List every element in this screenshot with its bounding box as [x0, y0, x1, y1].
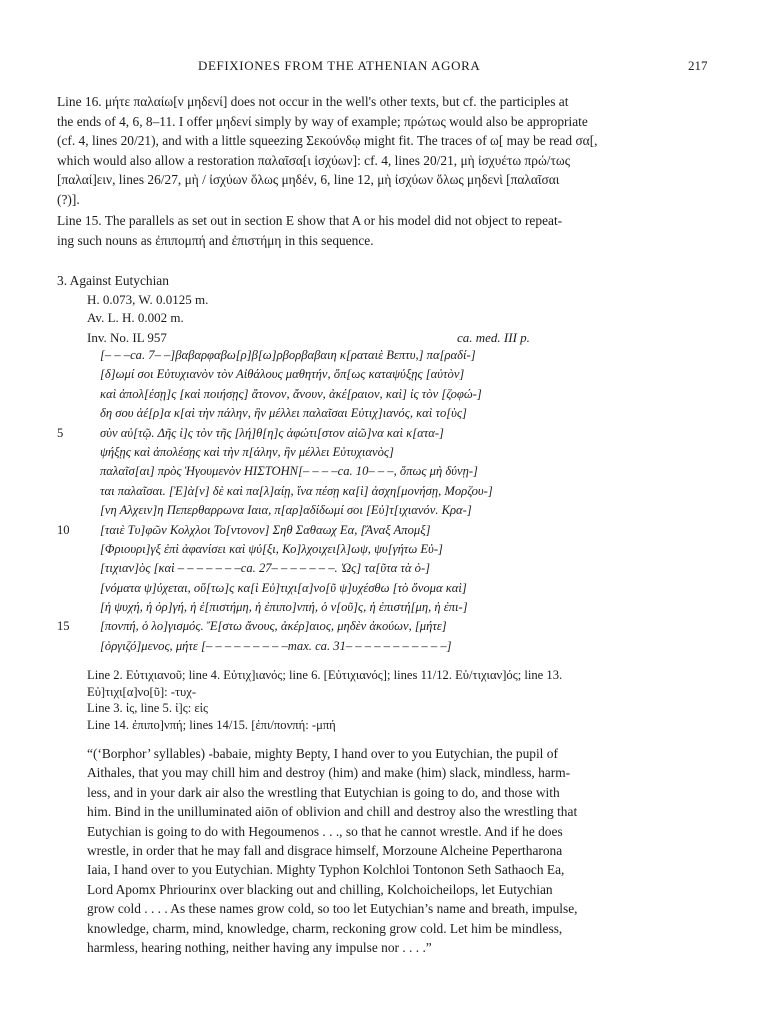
- translation-line: knowledge, charm, mind, knowledge, charm, reckoning grow cold. Let him be mindless,: [87, 920, 563, 936]
- translation-line: him. Bind in the unilluminated aiōn of oblivion and chill and destroy also the wrestling that: [87, 804, 578, 820]
- greek-line: [πονπή, ὁ λο]γισμός. Ἔ[στω ἄνους, ἀκέρ]αιος, μηδὲν ἀκούων, [μήτε]: [100, 619, 447, 634]
- text-line: (?)].: [57, 191, 80, 207]
- translation-line: grow cold . . . . As these names grow cold, so too let Eutychian’s name and breath, impulse,: [87, 901, 578, 917]
- line-number: 5: [57, 425, 64, 440]
- commentary-paragraph-1: [57, 92, 697, 209]
- translation-line: wrestle, in order that he may fall and disgrace himself, Morzoune Alcheine Pepertharona: [87, 843, 563, 859]
- text-line: [57, 639, 697, 658]
- translation-line: Iaia, I hand over to you Eutychian. Mighty Typhon Kolchloi Tontonon Seth Sathaoch Ea,: [87, 862, 565, 878]
- line-number: 10: [57, 522, 70, 537]
- translation-line: “(‘Borphor’ syllables) -babaie, mighty Bepty, I hand over to you Eutychian, the pupil of: [87, 746, 558, 761]
- apparatus-line: Line 3. ἰς, line 5. ἰ]ς: εἰς: [87, 701, 208, 716]
- translation: [87, 744, 699, 957]
- text-line: ing such nouns as ἐπιπομπή and ἐπιστήμη in this sequence.: [57, 232, 374, 248]
- text-line: [57, 426, 697, 445]
- greek-line: [τιχιαν]ὸς [καὶ – – – – – – –ca. 27– – – – – – –. Ὡς] τα[ῦτα τὰ ὀ-]: [100, 561, 431, 576]
- letter-height: Av. L. H. 0.002 m.: [87, 309, 184, 325]
- apparatus-line: Line 14. ἐπιπο]νπή; lines 14/15. [ἐπι/πονπή: -μπή: [87, 717, 336, 732]
- greek-line: [Φριουρι]γξ ἐπὶ ἀφανίσει καὶ ψύ[ξι, Κο]λχοιχει[λ]ωψ, ψυ[γήτω Εὐ-]: [100, 541, 443, 556]
- greek-line: ται παλαῖσαι. [Ἐ]ὰ[ν] δὲ καὶ πα[λ]αίῃ, ἵνα πέσῃ κα[ὶ] ἀσχη[μονήσῃ, Μορζου-]: [100, 483, 493, 498]
- text-line: [57, 600, 697, 619]
- page-number: 217: [688, 58, 708, 73]
- text-line: [57, 503, 697, 522]
- section-title: 3. Against Eutychian: [57, 273, 169, 288]
- text-line: [57, 387, 697, 406]
- translation-line: less, and in your dark air also the wrestling that Eutychian is going to do, and those with: [87, 784, 560, 800]
- text-line: (cf. 4, lines 20/21), and with a little squeezing Σεκούνδῳ might fit. The traces of ω[ may be read σα[,: [57, 133, 598, 148]
- greek-line: [ἡ ψυχή, ἡ ὀρ]γή, ἡ ἐ[πιστήμη, ἡ ἐπιπο]νπή, ὁ ν[οῦ]ς, ἡ ἐπιστή[μη, ἡ ἐπι-]: [100, 600, 468, 615]
- greek-line: [ὀργιζό]μενος, μήτε [– – – – – – – – –max. ca. 31– – – – – – – – – – –]: [100, 638, 452, 653]
- text-line: [57, 523, 697, 542]
- text-line: [57, 581, 697, 600]
- dimensions: H. 0.073, W. 0.0125 m.: [87, 292, 209, 307]
- text-line: [57, 619, 697, 638]
- object-metadata: [87, 291, 208, 326]
- translation-line: harmless, hearing nothing, neither having any impulse nor . . . .”: [87, 940, 432, 956]
- greek-line: ψήξῃς καὶ ἀπολέσῃς καὶ τὴν π[άλην, ἣν μέλλει Εὐτυχιανὸς]: [100, 444, 394, 459]
- text-line: [57, 484, 697, 503]
- critical-apparatus: [87, 667, 562, 733]
- text-line: [57, 464, 697, 483]
- greek-line: [νόματα ψ]ύχεται, οὕ[τω]ς κα[ὶ Εὐ]τιχι[α]νο[ῦ ψ]υχέσθω [τὸ ὄνομα καὶ]: [100, 580, 467, 595]
- apparatus-line: Εὐ]τιχι[α]νο[ῦ]: -τυχ-: [87, 684, 197, 699]
- translation-line: Lord Apomx Phriourinx over blacking out and chilling, Kolchoicheilops, let Eutychian: [87, 881, 553, 897]
- apparatus-line: Line 2. Εὐτιχιανοῦ; line 4. Εὐτιχ]ιανός; line 6. [Εὐτιχιανός]; lines 11/12. Εὐ/τιχιαν]ός; line 13.: [87, 668, 563, 682]
- text-line: [57, 561, 697, 580]
- greek-line: [– – –ca. 7– –]βαβαρφαβω[ρ]β[ω]ρβορβαβαιη κ[ραταιὲ Βεπτυ,] πα[ραδί-]: [100, 348, 476, 362]
- text-line: [57, 406, 697, 425]
- text-line: Line 15. The parallels as set out in section E show that A or his model did not object to repeat-: [57, 213, 563, 228]
- greek-text: [57, 348, 697, 658]
- greek-line: καὶ ἀπολ[έσῃ]ς [καὶ ποιήσῃς] ἄτονον, ἄνουν, ἀκέ[ραιον, καὶ] ἰς τὸν [ζοφώ-]: [100, 386, 482, 401]
- greek-line: [ταιὲ Τυ]φῶν Κολχλοι Το[ντονον] Σηθ Σαθαωχ Εα, [Ἄναξ Απομξ]: [100, 522, 431, 537]
- greek-line: σὺν αὐ[τῷ. Δῆς ἰ]ς τὸν τῆς [λή]θ[η]ς ἀφώτι[στον αἰῶ]να καὶ κ[ατα-]: [100, 425, 444, 440]
- text-line: which would also allow a restoration παλαῖσα[ι ἰσχύων]: cf. 4, lines 20/21, μὴ ἰσχυέτω πρώ/τως: [57, 152, 571, 168]
- line-number: 15: [57, 619, 70, 634]
- translation-line: Eutychian is going to do with Hegoumenos . . ., so that he cannot wrestle. And if he does: [87, 823, 563, 839]
- text-line: [57, 445, 697, 464]
- date: ca. med. III p.: [457, 330, 530, 345]
- text-line: [57, 348, 697, 367]
- inventory-number: Inv. No. IL 957: [87, 330, 167, 345]
- translation-line: Aithales, that you may chill him and destroy (him) and make (him) slack, mindless, harm-: [87, 765, 571, 781]
- running-title: DEFIXIONES FROM THE ATHENIAN AGORA: [198, 58, 481, 73]
- text-line: [57, 367, 697, 386]
- greek-line: δη σου ἀέ[ρ]α κ[αὶ τὴν πάλην, ἣν μέλλει παλαῖσαι Εὐτιχ]ιανός, καὶ το[ὺς]: [100, 406, 467, 421]
- greek-line: παλαῖσ[αι] πρὸς Ἡγουμενὸν ΗΙΣΤΟΗΝ[– – – –ca. 10– – –, ὅπως μὴ δύνῃ-]: [100, 464, 478, 479]
- inventory-row: [87, 330, 647, 346]
- greek-line: [δ]ωμί σοι Εὐτυχιανὸν τὸν Αἰθάλους μαθητήν, ὅπ[ως καταψύξῃς [αὐτὸν]: [100, 367, 465, 382]
- text-line: Line 16. μήτε παλαίω[ν μηδενί] does not occur in the well's other texts, but cf. the participles at: [57, 94, 569, 109]
- text-line: the ends of 4, 6, 8–11. I offer μηδενί simply by way of example; πρώτως would also be appropriate: [57, 113, 588, 129]
- text-line: [57, 542, 697, 561]
- greek-line: [νη Αλχειν]η Πεπερθαρρωνα Ιαια, π[αρ]αδίδωμί σοι [Εὐ]τ[ιχιανόν. Κρα-]: [100, 503, 472, 518]
- commentary-paragraph-2: [57, 211, 697, 250]
- text-line: [παλαί]ειν, lines 26/27, μὴ / ἰσχύων ὅλως μηδέν, 6, line 12, μὴ ἰσχύων ὅλως μηδενὶ [παλαῖσαι: [57, 172, 560, 187]
